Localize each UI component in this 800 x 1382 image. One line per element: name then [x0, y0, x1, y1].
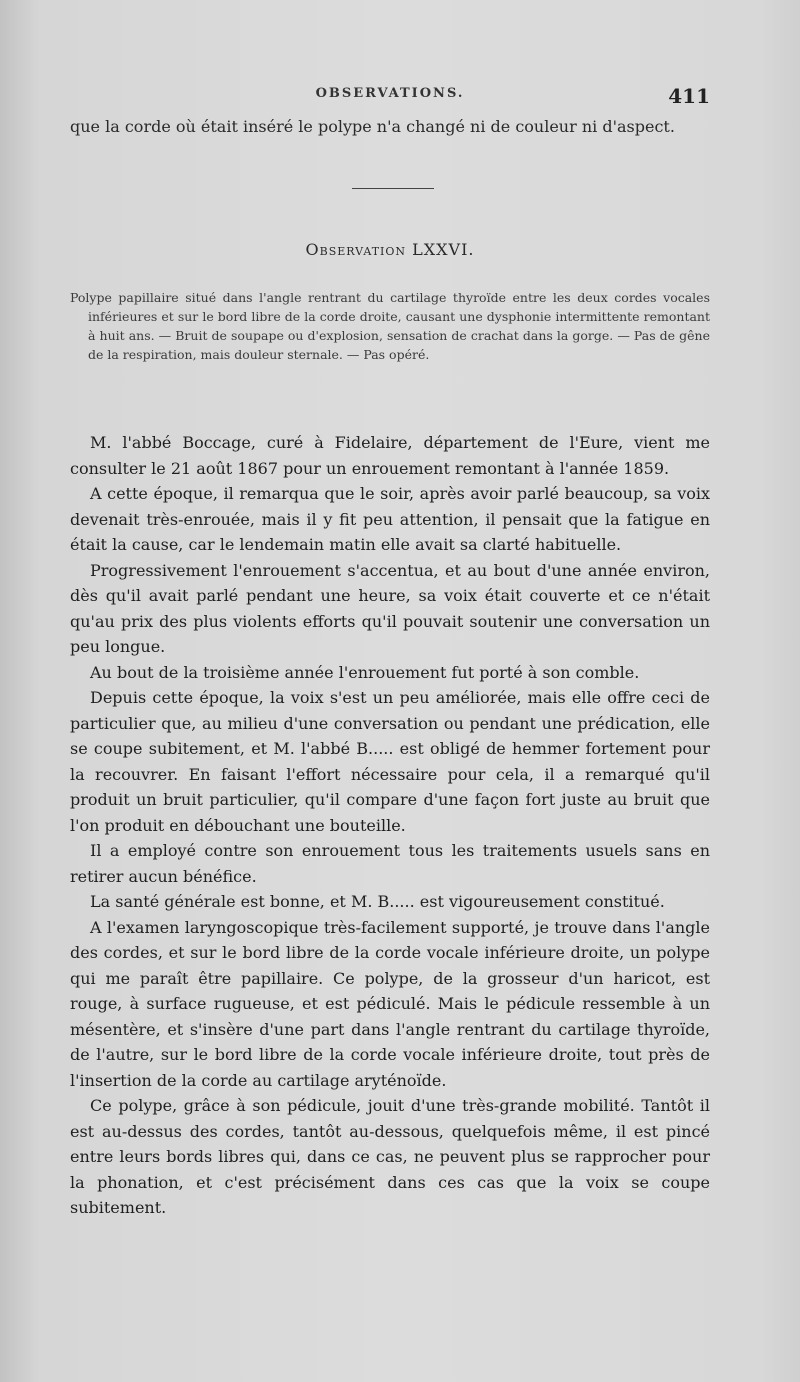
body-paragraph: Au bout de la troisième année l'enrouement fut porté à son comble.: [90, 662, 640, 682]
body-paragraph: M. l'abbé Boccage, curé à Fidelaire, département de l'Eure, vient me consulter le 21 août 1867 pour un enrouement remontant à l'année 1859.: [70, 433, 710, 478]
summary-paragraph: Polype papillaire situé dans l'angle rentrant du cartilage thyroïde entre les deux cordes vocales inférieures et sur le bord libre de la corde droite, causant une dysphonie intermittente remontant à huit ans. — Bruit de soupape ou d'explosion, sensation de crachat dans la gorge. — Pas de gêne de la respiration, mais douleur sternale. — Pas opéré.: [70, 290, 710, 362]
running-title: OBSERVATIONS.: [315, 86, 465, 101]
body-paragraph: Depuis cette époque, la voix s'est un peu améliorée, mais elle offre ceci de particulier que, au milieu d'une conversation ou pendant une prédication, elle se coupe subitement, et M. l'abbé B..... est obligé de hemmer fortement pour la recouvrer. En faisant l'effort nécessaire pour cela, il a remarqué qu'il produit un bruit particulier, qu'il compare d'une façon fort juste au bruit que l'on produit en débouchant une bouteille.: [70, 688, 710, 835]
body-paragraph: La santé générale est bonne, et M. B..... est vigoureusement constitué.: [90, 892, 665, 911]
observation-summary: [70, 288, 710, 364]
body-paragraph: A l'examen laryngoscopique très-facilement supporté, je trouve dans l'angle des cordes, et sur le bord libre de la corde vocale inférieure droite, un polype qui me paraît être papillaire. Ce polype, de la grosseur d'un haricot, est rouge, à surface rugueuse, et est pédiculé. Mais le pédicule ressemble à un mésentère, et s'insère d'une part dans l'angle rentrant du cartilage thyroïde, de l'autre, sur le bord libre de la corde vocale inférieure droite, tout près de l'insertion de la corde au cartilage aryténoïde.: [70, 917, 710, 1090]
body-paragraph: Progressivement l'enrouement s'accentua, et au bout d'une année environ, dès qu'il avait parlé pendant une heure, sa voix était couverte et ce n'était qu'au prix des plus violents efforts qu'il pouvait soutenir une conversation un peu longue.: [70, 560, 710, 656]
running-head: [70, 84, 710, 110]
section-divider: [352, 188, 434, 189]
continuation-text: que la corde où était inséré le polype n'a changé ni de couleur ni d'aspect.: [70, 117, 675, 136]
body-paragraph: A cette époque, il remarqua que le soir, après avoir parlé beaucoup, sa voix devenait très-enrouée, mais il y fit peu attention, il pensait que la fatigue en était la cause, car le lendemain matin elle avait sa clarté habituelle.: [70, 484, 710, 554]
observation-title: Observation LXXVI.: [305, 240, 475, 259]
body-paragraph: Il a employé contre son enrouement tous les traitements usuels sans en retirer aucun bénéfice.: [70, 841, 710, 886]
body-paragraph: Ce polype, grâce à son pédicule, jouit d'une très-grande mobilité. Tantôt il est au-dessus des cordes, tantôt au-dessous, quelquefois même, il est pincé entre leurs bords libres qui, dans ce cas, ne peuvent plus se rapprocher pour la phonation, et c'est précisément dans ces cas que la voix se coupe subitement.: [70, 1096, 710, 1217]
observation-body: [70, 430, 710, 1221]
page-number: 411: [668, 84, 710, 108]
